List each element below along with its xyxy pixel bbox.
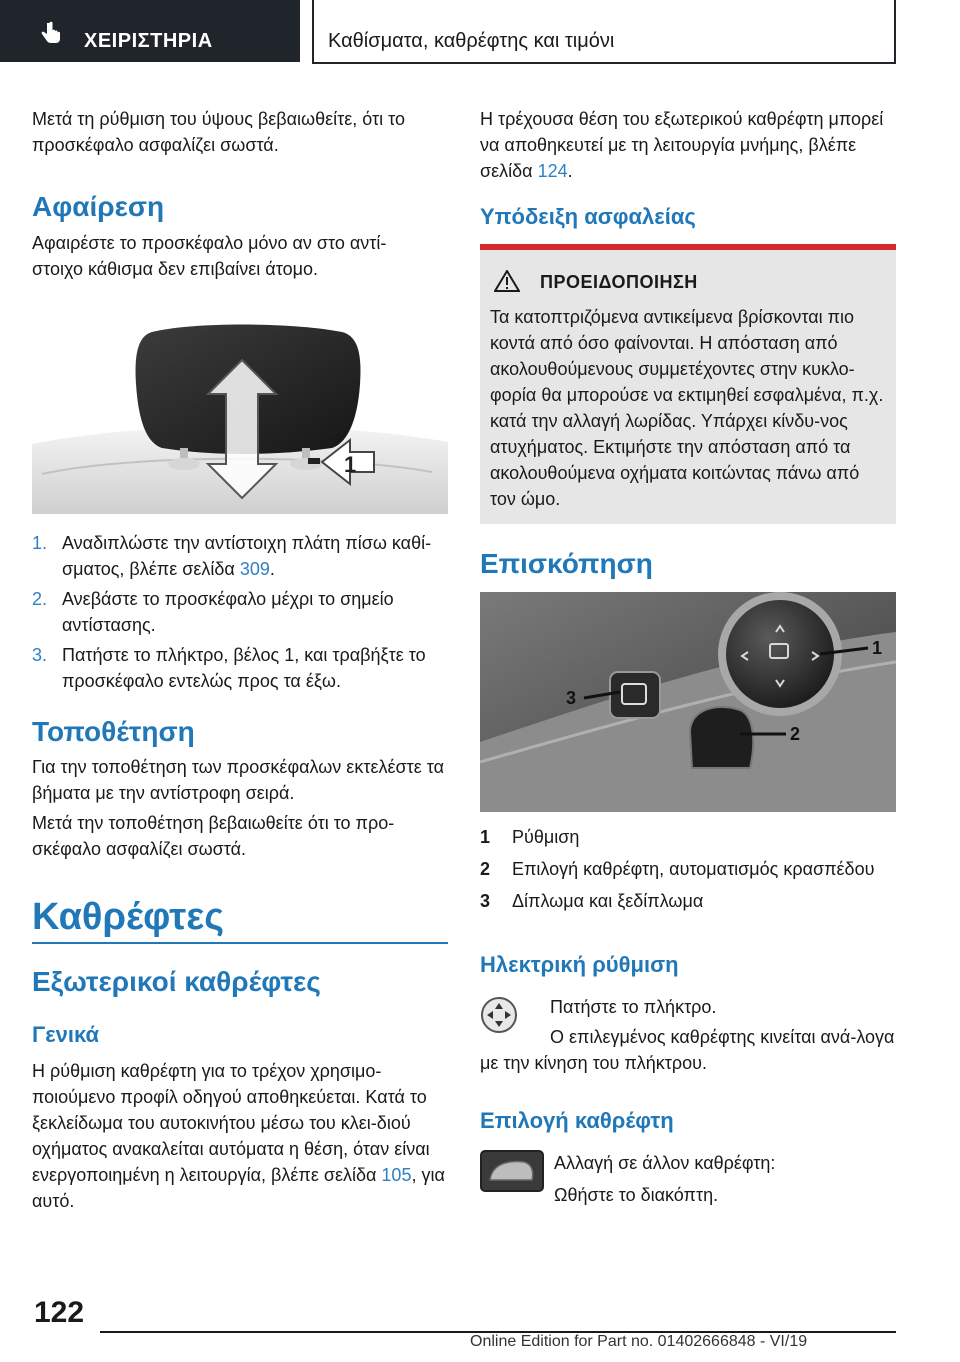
warning-triangle-icon (494, 270, 520, 292)
step-number: 3. (32, 645, 48, 665)
select-paragraph-2: Ωθήστε το διακόπτη. (554, 1185, 719, 1205)
page-header (0, 0, 960, 86)
select-heading: Επιλογή καθρέφτη (480, 1108, 674, 1133)
chapter-title-box (312, 0, 896, 64)
step-text: Ανεβάστε το προσκέφαλο μέχρι το σημείο αντίστασης. (62, 589, 394, 635)
switch-callout-3: 3 (566, 688, 577, 708)
page-link-124[interactable]: 124 (537, 161, 568, 181)
legend-text: Επιλογή καθρέφτη, αυτοματισμός κρασπέδου (512, 859, 875, 879)
electric-heading: Ηλεκτρική ρύθμιση (480, 952, 679, 977)
headrest-illustration (32, 314, 448, 514)
page-link-309[interactable]: 309 (239, 559, 270, 579)
select-paragraph-1: Αλλαγή σε άλλον καθρέφτη: (554, 1153, 776, 1173)
safety-heading: Υπόδειξη ασφαλείας (480, 204, 696, 229)
general-heading: Γενικά (32, 1022, 100, 1047)
step-text: Αναδιπλώστε την αντίστοιχη πλάτη πίσω καθί-σματος, βλέπε σελίδα 309. (62, 533, 432, 579)
chapter-title: Καθίσματα, καθρέφτης και τιμόνι (328, 30, 615, 52)
legend-number: 1 (480, 827, 491, 847)
remove-paragraph: Αφαιρέστε το προσκέφαλο μόνο αν στο αντί-στοιχο κάθισμα δεν επιβαίνει άτομο. (32, 233, 387, 279)
general-paragraph: Η ρύθμιση καθρέφτη για το τρέχον χρησιμο-ποιούμενο προφίλ οδηγού αποθηκεύεται. Κατά το ξεκλείδωμα του αυτοκινήτου μέσω του κλει-διού οχήματος ανακαλείται αυτόματα η θέση, όταν είναι ενεργοποιημένη η λειτουργία, βλέπε σελίδα 105, για αυτό. (32, 1061, 445, 1211)
page-link-105[interactable]: 105 (381, 1165, 412, 1185)
section-tab (0, 0, 300, 62)
electric-paragraph-1: Πατήστε το πλήκτρο. (550, 997, 717, 1017)
overview-heading: Επισκόπηση (480, 548, 653, 579)
legend-text: Δίπλωμα και ξεδίπλωμα (512, 891, 704, 911)
remove-heading: Αφαίρεση (32, 191, 165, 222)
mirrors-heading-rule (32, 942, 448, 944)
warning-title: ΠΡΟΕΙΔΟΠΟΙΗΣΗ (540, 272, 698, 292)
place-paragraph-2: Μετά την τοποθέτηση βεβαιωθείτε ότι το προ-σκέφαλο ασφαλίζει σωστά. (32, 813, 395, 859)
mirror-select-switch-icon (480, 1150, 544, 1192)
hand-pointer-icon (38, 20, 64, 46)
mirrors-heading: Καθρέφτες (32, 896, 225, 938)
left-column (32, 96, 448, 1296)
warning-text: Τα κατοπτριζόμενα αντικείμενα βρίσκονται πιο κοντά από όσο φαίνονται. Η απόσταση από ακολουθούμενους συμμετέχοντες στην κυκλο-φορία θα μπορούσε να εκτιμηθεί εσφαλμένα, π.χ. κατά την αλλαγή λωρίδας. Υπάρχει κίνδυ-νος ατυχήματος. Εκτιμήστε την απόσταση από τα ακολουθούμενα οχήματα κοιτώντας πάνω από τον ώμο. (490, 307, 884, 509)
page-number: 122 (34, 1296, 85, 1329)
mirror-switch-illustration (480, 592, 896, 812)
edition-note: Online Edition for Part no. 01402666848 - VI/19 (470, 1333, 808, 1350)
place-heading: Τοποθέτηση (32, 716, 195, 747)
switch-callout-1: 1 (872, 638, 883, 658)
place-paragraph-1: Για την τοποθέτηση των προσκέφαλων εκτελέστε τα βήματα με την αντίστροφη σειρά. (32, 757, 444, 803)
legend-number: 2 (480, 859, 491, 879)
switch-callout-2: 2 (790, 724, 801, 744)
legend-number: 3 (480, 891, 491, 911)
exterior-mirrors-heading: Εξωτερικοί καθρέφτες (32, 966, 321, 997)
step-number: 2. (32, 589, 48, 609)
warning-box (480, 244, 896, 524)
step-text: Πατήστε το πλήκτρο, βέλος 1, και τραβήξτε το προσκέφαλο εντελώς προς τα έξω. (62, 645, 426, 691)
legend-text: Ρύθμιση (512, 827, 580, 847)
step-number: 1. (32, 533, 48, 553)
intro-paragraph: Μετά τη ρύθμιση του ύψους βεβαιωθείτε, ότι το προσκέφαλο ασφαλίζει σωστά. (32, 109, 405, 155)
memory-paragraph: Η τρέχουσα θέση του εξωτερικού καθρέφτη μπορεί να αποθηκευτεί με τη λειτουργία μνήμης, βλέπε σελίδα 124. (480, 109, 884, 181)
electric-paragraph-2: Ο επιλεγμένος καθρέφτης κινείται ανά-λογα με την κίνηση του πλήκτρου. (480, 1027, 895, 1073)
headrest-callout-1: 1 (344, 452, 357, 477)
section-tab-label: ΧΕΙΡΙΣΤΗΡΙΑ (84, 30, 213, 52)
right-column (480, 96, 896, 1296)
